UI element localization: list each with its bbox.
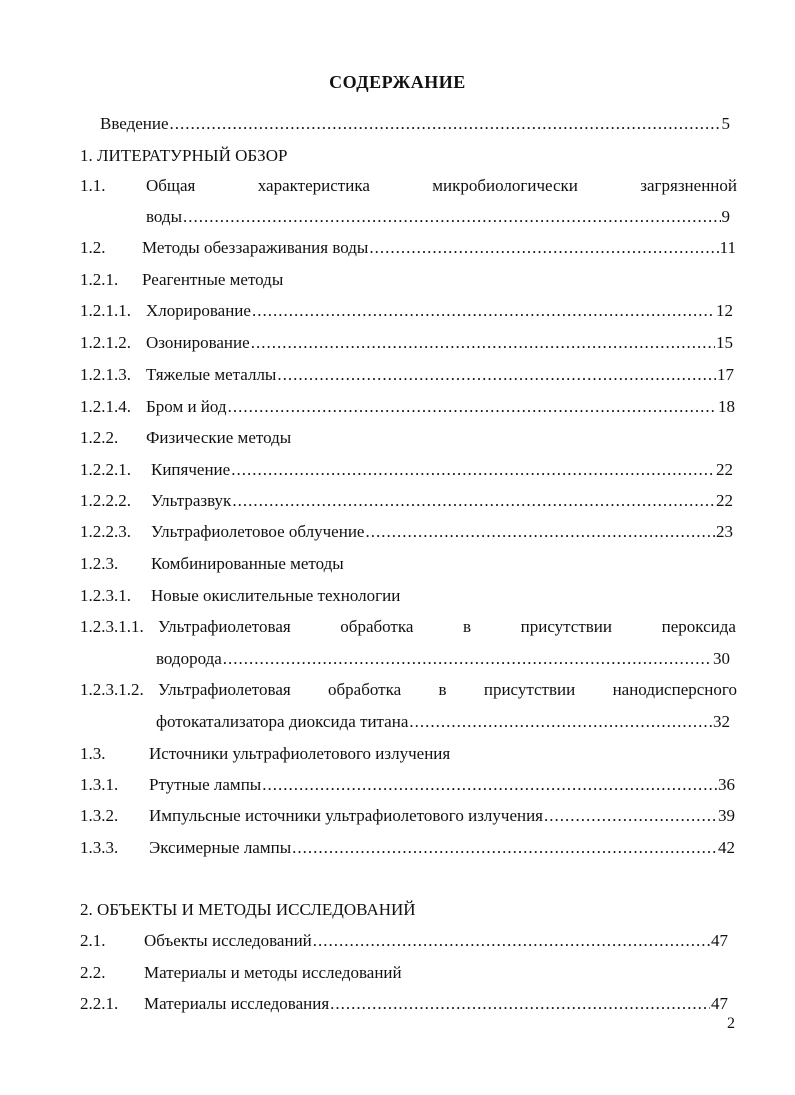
toc-entry-text: Источники ультрафиолетового излучения: [149, 744, 451, 763]
toc-entry-number: 1.2.3.: [80, 554, 119, 573]
toc-word: обработка: [340, 617, 414, 636]
toc-entry-1-2: [80, 237, 736, 259]
toc-word: характеристика: [257, 176, 370, 195]
toc-word: Ультрафиолетовая: [158, 617, 291, 636]
dot-leader: [313, 930, 710, 952]
toc-entry-text: Физические методы: [146, 428, 292, 447]
toc-entry-1-2-2: [80, 427, 730, 449]
toc-entry-number: 2.2.: [80, 963, 106, 982]
toc-entry-text: Методы обеззараживания воды: [142, 238, 369, 257]
toc-entry-number: 1.2.: [80, 238, 106, 257]
toc-entry-page: 11: [719, 238, 736, 257]
toc-entry-number: 1.2.1.3.: [80, 365, 131, 384]
toc-entry-number: 1.2.1.4.: [80, 397, 131, 416]
toc-entry-page: 39: [718, 806, 735, 825]
toc-entry-1-2-2-1: [80, 459, 733, 481]
toc-entry-2-2-1: [80, 993, 728, 1015]
toc-entry-number: 1.1.: [80, 176, 106, 195]
toc-entry-number: 1.2.1.1.: [80, 301, 131, 320]
dot-leader: [277, 364, 716, 386]
toc-entry-text: Введение: [100, 114, 169, 133]
toc-word: в: [438, 680, 447, 699]
toc-entry-1-2-1-4: [80, 396, 735, 418]
toc-entry-number: 1.2.3.1.2.: [80, 680, 144, 699]
dot-leader: [252, 300, 715, 322]
toc-entry-text: Материалы и методы исследований: [144, 963, 402, 982]
toc-entry-number: 1.2.3.1.: [80, 586, 131, 605]
toc-entry-text: Комбинированные методы: [151, 554, 344, 573]
toc-entry-text: Новые окислительные технологии: [151, 586, 401, 605]
toc-entry-1-2-3-1-1-cont: [156, 648, 730, 670]
toc-entry-text: воды: [146, 207, 182, 226]
dot-leader: [170, 113, 721, 135]
toc-entry-1-2-3: [80, 553, 730, 575]
toc-entry-number: 1.2.2.3.: [80, 522, 131, 541]
toc-entry-1-2-2-3: [80, 521, 733, 543]
toc-entry-1-2-3-1-2-cont: [156, 711, 730, 733]
toc-word: присутствии: [520, 617, 613, 636]
toc-entry-number: 1.2.1.: [80, 270, 119, 289]
toc-word: Общая: [146, 176, 196, 195]
toc-entry-text: [146, 175, 737, 197]
dot-leader: [369, 237, 718, 259]
toc-entry-1-2-3-1-1: [80, 616, 736, 638]
toc-entry-page: 32: [713, 712, 730, 731]
toc-entry-1-3-2: [80, 805, 735, 827]
toc-entry-text: Озонирование: [146, 333, 250, 352]
toc-entry-1-2-1-2: [80, 332, 733, 354]
dot-leader: [544, 805, 717, 827]
toc-entry-page: 47: [711, 994, 728, 1013]
page-title: СОДЕРЖАНИЕ: [329, 72, 466, 92]
toc-entry-page: 15: [716, 333, 733, 352]
toc-entry-text: фотокатализатора диоксида титана: [156, 712, 409, 731]
toc-word: присутствии: [483, 680, 576, 699]
toc-entry-number: 2.1.: [80, 931, 106, 950]
toc-entry-page: 18: [718, 397, 735, 416]
toc-word: Ультрафиолетовая: [158, 680, 291, 699]
toc-word: нанодисперсного: [612, 680, 737, 699]
toc-entry-1-1: [80, 175, 737, 197]
toc-entry-text: Кипячение: [151, 460, 231, 479]
toc-entry-page: 9: [721, 207, 730, 226]
dot-leader: [228, 396, 717, 418]
toc-entry-intro: [100, 113, 730, 135]
toc-entry-page: 17: [717, 365, 734, 384]
section-heading-2: 2. ОБЪЕКТЫ И МЕТОДЫ ИССЛЕДОВАНИЙ: [80, 900, 416, 919]
toc-word: в: [463, 617, 472, 636]
toc-entry-text: Объекты исследований: [144, 931, 312, 950]
toc-entry-1-2-3-1-2: [80, 679, 737, 701]
toc-entry-number: 1.2.2.1.: [80, 460, 131, 479]
toc-entry-page: 23: [716, 522, 733, 541]
toc-entry-text: Ртутные лампы: [149, 775, 262, 794]
toc-entry-number: 1.2.1.2.: [80, 333, 131, 352]
toc-word: пероксида: [661, 617, 736, 636]
dot-leader: [183, 206, 721, 228]
dot-leader: [262, 774, 717, 796]
toc-entry-number: 2.2.1.: [80, 994, 119, 1013]
toc-word: загрязненной: [640, 176, 737, 195]
toc-entry-page: 30: [713, 649, 730, 668]
toc-entry-1-2-2-2: [80, 490, 733, 512]
toc-entry-1-2-1-3: [80, 364, 734, 386]
page-number: 2: [727, 1015, 735, 1032]
toc-entry-number: 1.2.2.: [80, 428, 119, 447]
toc-entry-number: 1.2.2.2.: [80, 491, 131, 510]
dot-leader: [365, 521, 715, 543]
toc-entry-text: [158, 616, 736, 638]
dot-leader: [223, 648, 712, 670]
dot-leader: [232, 490, 715, 512]
toc-entry-number: 1.3.: [80, 744, 106, 763]
toc-entry-1-2-1: [80, 269, 730, 291]
toc-entry-text: Ультразвук: [151, 491, 232, 510]
dot-leader: [231, 459, 715, 481]
toc-entry-page: 42: [718, 838, 735, 857]
toc-word: обработка: [328, 680, 402, 699]
toc-entry-1-3: [80, 743, 730, 765]
toc-entry-2-2: [80, 962, 730, 984]
toc-entry-text: Материалы исследования: [144, 994, 330, 1013]
toc-entry-1-3-1: [80, 774, 735, 796]
toc-entry-text: Импульсные источники ультрафиолетового излучения: [149, 806, 544, 825]
toc-entry-text: Хлорирование: [146, 301, 251, 320]
toc-entry-1-2-3-1: [80, 585, 730, 607]
toc-entry-text: Тяжелые металлы: [146, 365, 277, 384]
toc-entry-number: 1.3.1.: [80, 775, 119, 794]
toc-entry-text: Реагентные методы: [142, 270, 284, 289]
toc-entry-1-1-cont: [146, 206, 730, 228]
toc-entry-page: 12: [716, 301, 733, 320]
toc-entry-number: 1.3.3.: [80, 838, 119, 857]
toc-entry-page: 22: [716, 460, 733, 479]
dot-leader: [251, 332, 715, 354]
toc-entry-page: 5: [721, 114, 730, 133]
toc-entry-number: 1.3.2.: [80, 806, 119, 825]
toc-entry-text: Бром и йод: [146, 397, 227, 416]
toc-entry-text: водорода: [156, 649, 222, 668]
toc-entry-2-1: [80, 930, 728, 952]
toc-word: микробиологически: [432, 176, 578, 195]
toc-entry-page: 36: [718, 775, 735, 794]
toc-entry-text: Эксимерные лампы: [149, 838, 292, 857]
toc-entry-1-2-1-1: [80, 300, 733, 322]
section-heading-1: 1. ЛИТЕРАТУРНЫЙ ОБЗОР: [80, 146, 288, 165]
toc-entry-1-3-3: [80, 837, 735, 859]
dot-leader: [409, 711, 712, 733]
toc-entry-text: Ультрафиолетовое облучение: [151, 522, 365, 541]
toc-entry-page: 47: [711, 931, 728, 950]
dot-leader: [292, 837, 717, 859]
toc-entry-text: [158, 679, 737, 701]
toc-entry-page: 22: [716, 491, 733, 510]
dot-leader: [330, 993, 710, 1015]
toc-entry-number: 1.2.3.1.1.: [80, 617, 144, 636]
